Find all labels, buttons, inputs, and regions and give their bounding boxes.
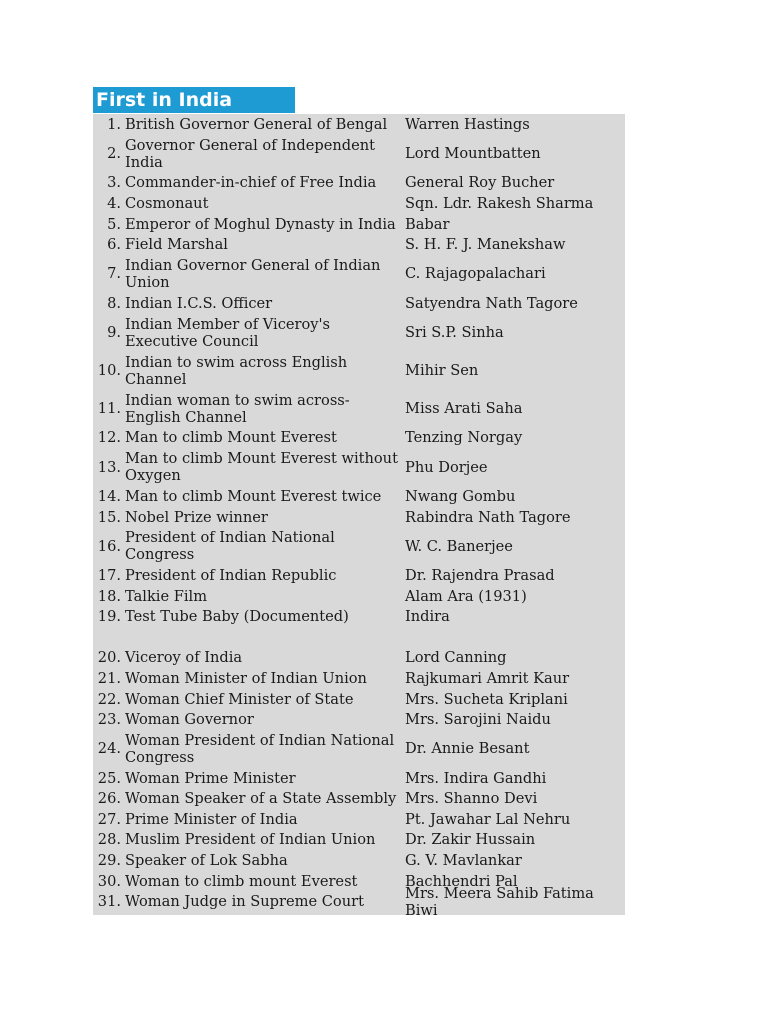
row-description: Emperor of Moghul Dynasty in India [125,215,396,233]
row-answer: Mrs. Sarojini Naidu [405,711,551,729]
row-description: Muslim President of Indian Union [125,831,376,849]
row-description: Man to climb Mount Everest [125,429,337,447]
row-number: 12. [97,429,121,447]
row-number: 18. [97,587,121,605]
row-description: Indian woman to swim across-English Channel [125,391,350,426]
row-description: Governor General of Independent India [125,136,376,171]
table-row [93,789,625,810]
row-answer: Warren Hastings [405,115,530,133]
table-row [93,586,625,607]
row-description: Woman Speaker of a State Assembly [125,790,397,808]
row-description: Field Marshal [125,236,228,254]
table-row [93,730,625,768]
table-row [93,668,625,689]
row-description: Woman President of Indian National Congress [125,731,395,766]
table-row [93,648,625,669]
row-answer: Babar [405,215,450,233]
row-answer: W. C. Banerjee [405,537,513,555]
row-answer: Tenzing Norgay [405,429,523,447]
table-row [93,135,625,173]
row-answer: C. Rajagopalachari [405,265,546,283]
row-description: Woman Chief Minister of State [125,690,354,708]
row-answer: Satyendra Nath Tagore [405,294,578,312]
table-row [93,884,625,919]
row-description: Indian I.C.S. Officer [125,294,273,312]
row-number: 4. [107,194,121,212]
row-answer: S. H. F. J. Manekshaw [405,236,566,254]
table-row [93,507,625,528]
row-answer: Pt. Jawahar Lal Nehru [405,810,571,828]
row-number: 1. [107,115,121,133]
row-number: 25. [97,769,121,787]
row-description: Indian to swim across English Channel [125,353,348,388]
table-row [93,293,625,314]
row-answer: Alam Ara (1931) [405,587,527,605]
row-answer: Nwang Gombu [405,487,516,505]
table-row [93,214,625,235]
row-answer: Rajkumari Amrit Kaur [405,669,570,687]
table-row [93,850,625,871]
row-number: 14. [97,487,121,505]
table-row [93,809,625,830]
row-number: 9. [107,324,121,342]
table-row [93,173,625,194]
row-description: President of Indian Republic [125,567,337,585]
row-answer: Lord Mountbatten [405,145,541,163]
row-number: 6. [107,236,121,254]
row-number: 3. [107,174,121,192]
row-number: 28. [97,831,121,849]
row-description: Nobel Prize winner [125,508,268,526]
table-row [93,390,625,428]
row-answer: Mrs. Sucheta Kriplani [405,690,568,708]
row-description: Indian Governor General of Indian Union [125,256,381,291]
table-row [93,709,625,730]
row-number: 10. [97,362,121,380]
row-description: Cosmonaut [125,194,209,212]
table-row [93,234,625,255]
row-number: 30. [97,872,121,890]
row-description: Test Tube Baby (Documented) [125,607,349,625]
table-row [93,486,625,507]
row-number: 5. [107,215,121,233]
firsts-table [93,114,625,919]
table-row [93,768,625,789]
row-number: 29. [97,852,121,870]
table-row [93,428,625,449]
row-answer: Sqn. Ldr. Rakesh Sharma [405,194,594,212]
row-number: 17. [97,567,121,585]
row-number: 21. [97,669,121,687]
table-row [93,565,625,586]
row-number: 2. [107,145,121,163]
row-description: Woman Governor [125,711,254,729]
row-number: 15. [97,508,121,526]
table-row [93,114,625,135]
row-answer: Dr. Zakir Hussain [405,831,536,849]
row-description: British Governor General of Bengal [125,115,388,133]
row-description: Woman Prime Minister [125,769,296,787]
table-row [93,314,625,352]
row-answer: G. V. Mavlankar [405,852,522,870]
row-description: Man to climb Mount Everest twice [125,487,382,505]
row-description: President of Indian National Congress [125,529,335,564]
row-answer: Mihir Sen [405,362,479,380]
row-number: 13. [97,458,121,476]
row-answer: General Roy Bucher [405,174,555,192]
row-answer: Sri S.P. Sinha [405,324,504,342]
row-answer: Phu Dorjee [405,458,488,476]
row-description: Indian Member of Viceroy's Executive Council [125,315,331,350]
row-description: Speaker of Lok Sabha [125,852,288,870]
row-answer: Mrs. Meera Sahib Fatima Biwi [405,884,594,919]
row-number: 11. [97,400,121,418]
row-number: 8. [107,294,121,312]
row-description: Commander-in-chief of Free India [125,174,377,192]
row-description: Woman Minister of Indian Union [125,669,367,687]
row-answer: Miss Arati Saha [405,400,523,418]
row-answer: Rabindra Nath Tagore [405,508,571,526]
table-row [93,607,625,648]
table-row [93,255,625,293]
row-number: 31. [97,893,121,911]
table-row [93,527,625,565]
row-description: Viceroy of India [125,649,243,667]
row-number: 19. [97,607,121,625]
row-answer: Dr. Annie Besant [405,740,530,758]
row-number: 20. [97,649,121,667]
row-description: Man to climb Mount Everest without Oxygen [125,450,398,485]
table-row [93,352,625,390]
row-description: Prime Minister of India [125,810,298,828]
row-number: 26. [97,790,121,808]
row-number: 27. [97,810,121,828]
page-title: First in India [93,87,295,113]
row-description: Woman to climb mount Everest [125,872,358,890]
table-row [93,830,625,851]
row-answer: Mrs. Indira Gandhi [405,769,547,787]
table-row [93,448,625,486]
row-answer: Dr. Rajendra Prasad [405,567,555,585]
row-answer: Indira [405,607,450,625]
row-answer: Mrs. Shanno Devi [405,790,538,808]
table-row [93,193,625,214]
row-number: 23. [97,711,121,729]
row-number: 16. [97,537,121,555]
row-description: Talkie Film [125,587,208,605]
row-number: 7. [107,265,121,283]
row-answer: Lord Canning [405,649,507,667]
row-number: 22. [97,690,121,708]
table-row [93,689,625,710]
row-answer: Bachhendri Pal [405,872,518,890]
row-number: 24. [97,740,121,758]
row-description: Woman Judge in Supreme Court [125,893,364,911]
